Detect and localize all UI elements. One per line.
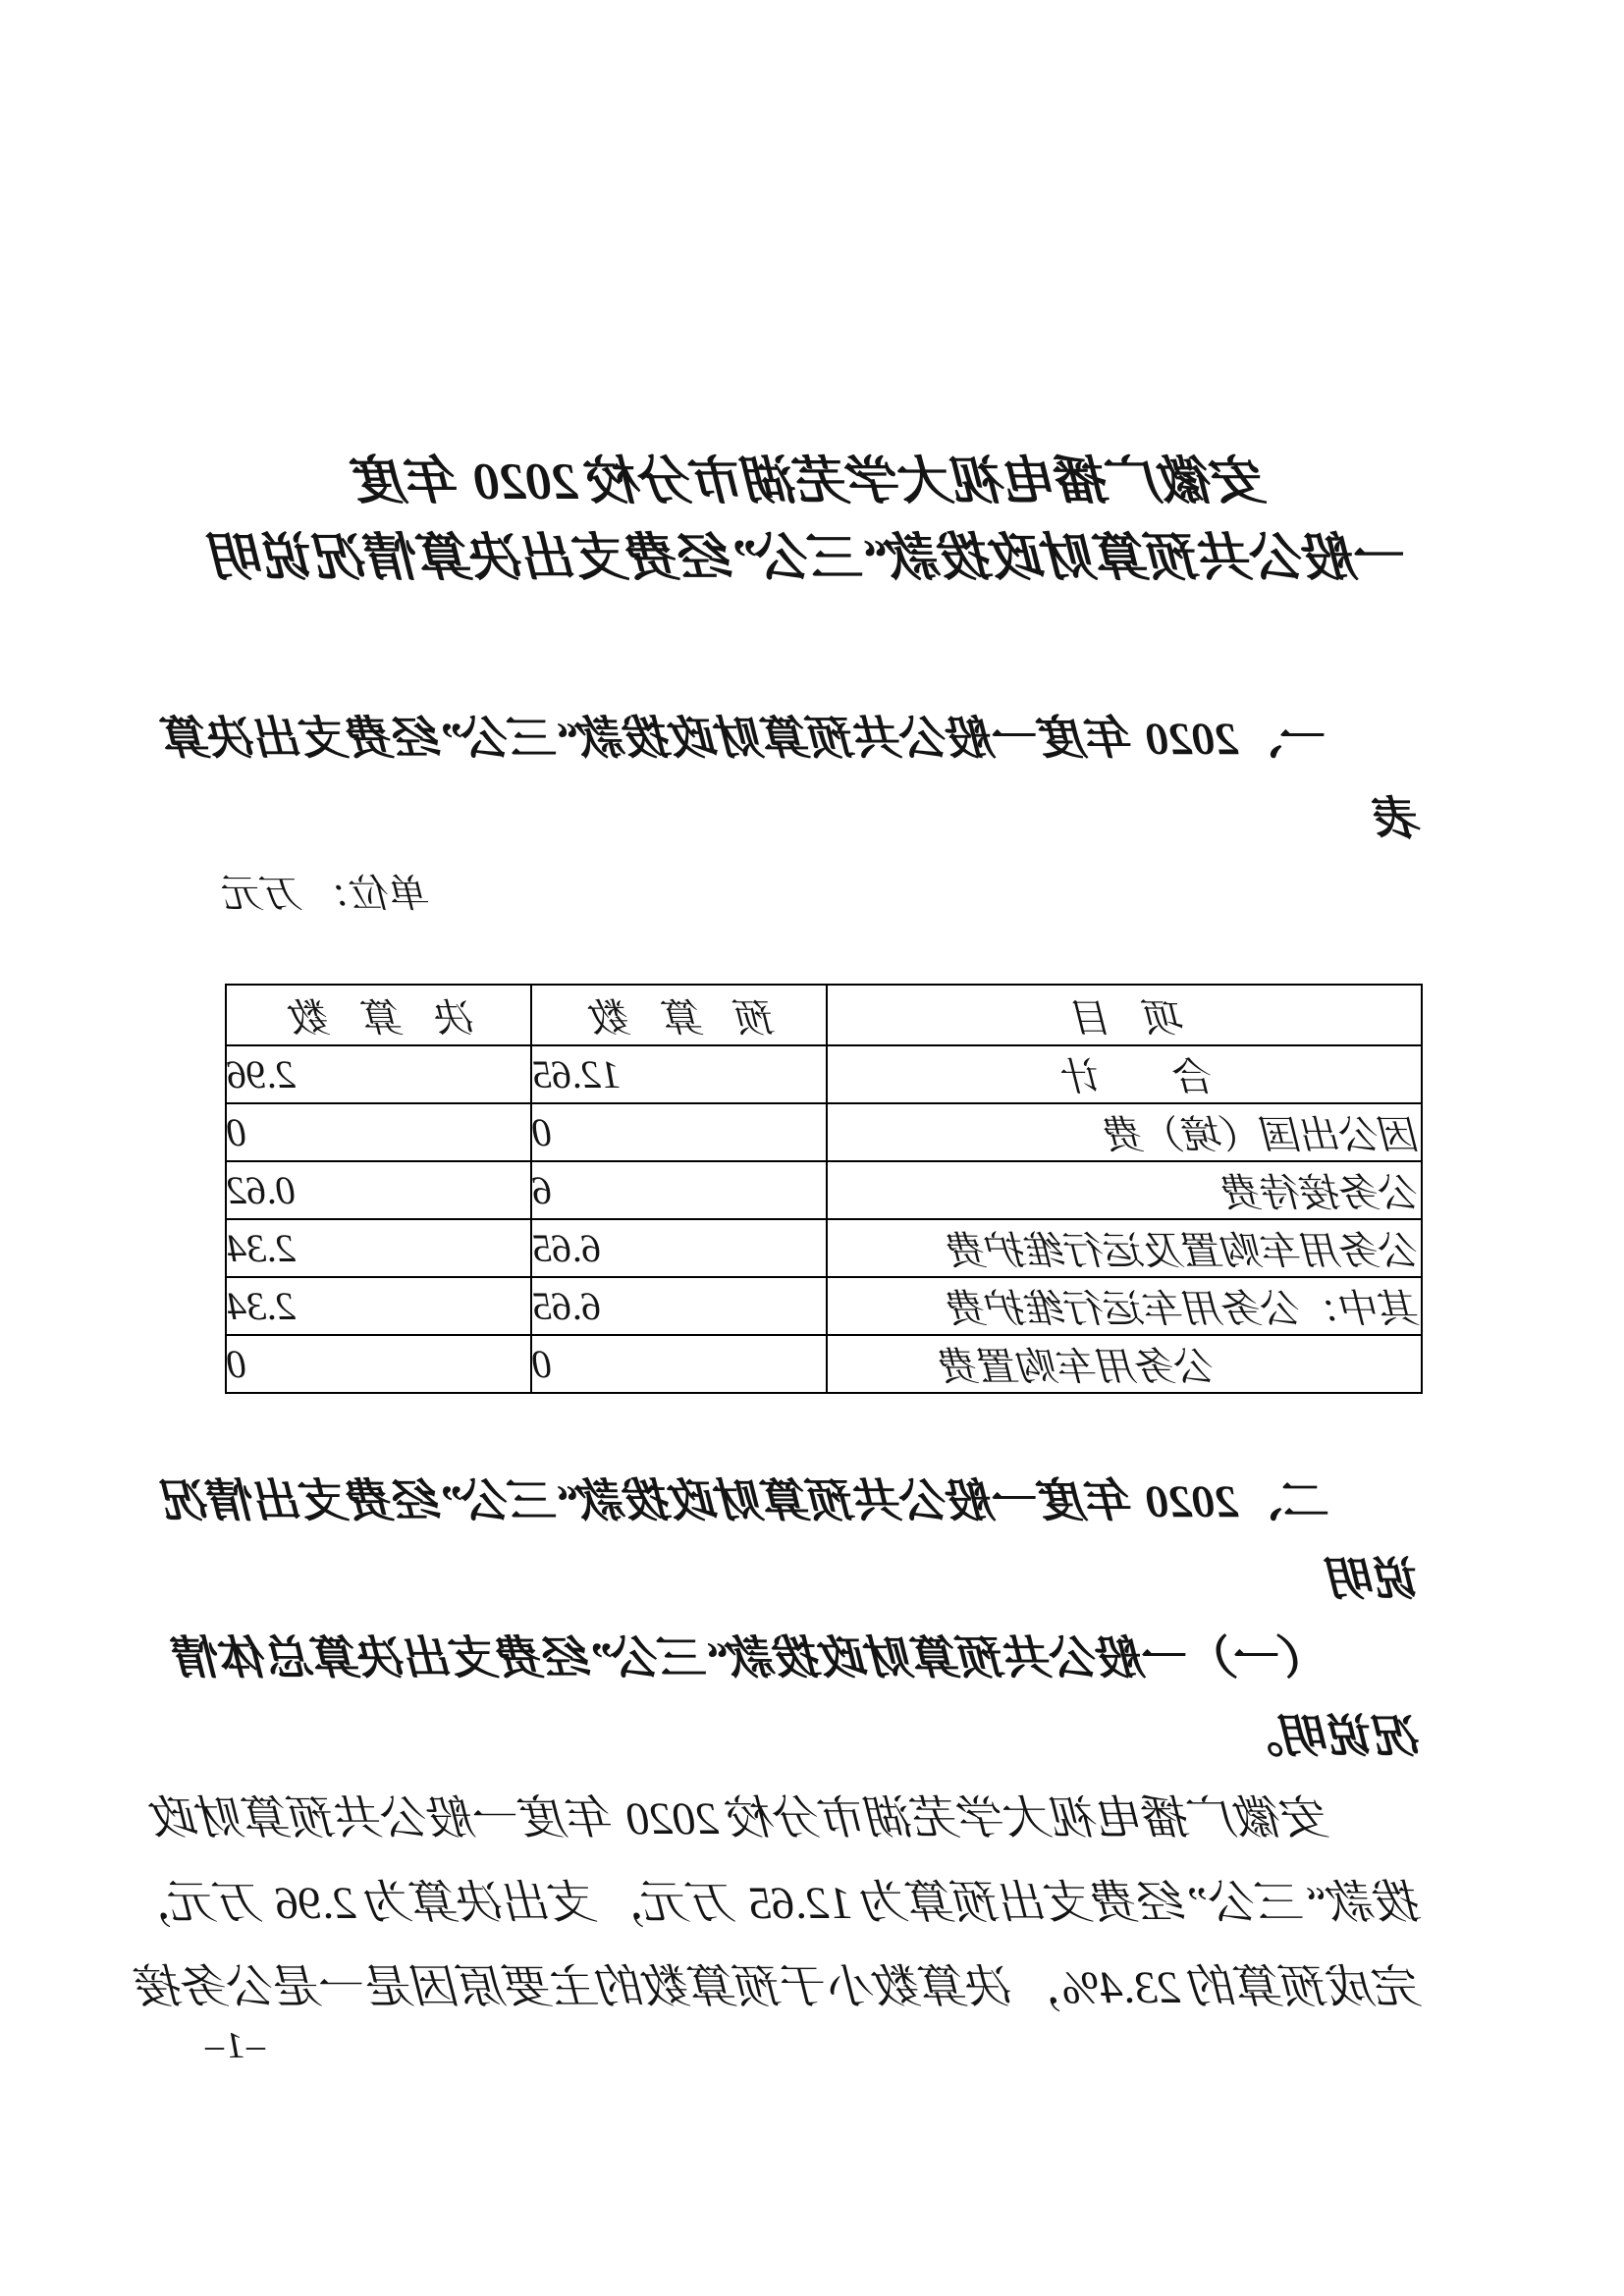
table-cell-budget: 6	[531, 1161, 827, 1219]
document-title-line-1: 安徽广播电视大学芜湖市分校 2020 年度	[356, 454, 1268, 510]
table-cell-budget: 0	[531, 1335, 827, 1393]
section-2-1-subheading-line-2: 况说明。	[1238, 1712, 1423, 1763]
section-2-1-subheading-line-1: （一）一般公共预算财政拨款“三公”经费支出决算总体情	[177, 1633, 1330, 1684]
table-cell-budget: 6.65	[531, 1277, 827, 1335]
table-cell-final: 0.62	[226, 1161, 531, 1219]
table-unit-note: 单位： 万元	[225, 872, 431, 916]
table-cell-budget: 0	[531, 1103, 827, 1161]
section-1-heading	[165, 699, 1423, 860]
table-header-item: 项 目	[827, 985, 1422, 1045]
table-cell-final: 2.34	[226, 1219, 531, 1277]
table-header-row	[226, 985, 1422, 1045]
section-2-1-paragraph	[125, 1777, 1423, 2030]
document-body	[0, 699, 1624, 2030]
table-row-vehicle-total	[226, 1219, 1422, 1277]
paragraph-line-2: 拨款“三公”经费支出预算为 12.65 万元，支出决算为 2.96 万元，	[125, 1878, 1423, 1929]
table-cell-final: 0	[226, 1103, 531, 1161]
table-row-total	[226, 1045, 1422, 1103]
page-number: –1–	[203, 2025, 265, 2066]
table-header-final: 决 算 数	[226, 985, 531, 1045]
three-public-expense-table	[225, 984, 1423, 1394]
section-1-heading-line-1: 一、2020 年度一般公共预算财政拨款“三公”经费支出决算	[165, 714, 1330, 765]
table-header-budget: 预 算 数	[531, 985, 827, 1045]
paragraph-line-1: 安徽广播电视大学芜湖市分校 2020 年度一般公共预算财政	[153, 1793, 1330, 1844]
table-cell-item: 公务用车购置及运行维护费	[827, 1219, 1422, 1277]
section-2-1-subheading	[177, 1620, 1423, 1777]
paragraph-line-3: 完成预算的 23.4%，决算数小于预算数的主要原因是一是公务接	[137, 1962, 1423, 2013]
table-row-vehicle-purchase	[226, 1335, 1422, 1393]
table-row-reception	[226, 1161, 1422, 1219]
table-cell-final: 0	[226, 1335, 531, 1393]
table-row-abroad	[226, 1103, 1422, 1161]
document-title-line-2: 一般公共预算财政拨款“三公”经费支出决算情况说明	[213, 530, 1411, 587]
table-cell-final: 2.96	[226, 1045, 531, 1103]
table-cell-budget: 12.65	[531, 1045, 827, 1103]
table-cell-item: 公务接待费	[827, 1161, 1422, 1219]
section-2-heading-line-2: 说明	[1330, 1555, 1423, 1606]
table-cell-item: 合 计	[827, 1045, 1422, 1103]
section-2-heading-line-1: 二、2020 年度一般公共预算财政拨款“三公”经费支出情况	[165, 1476, 1330, 1527]
table-cell-item: 其中：公务用车运行维护费	[827, 1277, 1422, 1335]
table-cell-item: 公务用车购置费	[827, 1335, 1422, 1393]
document-title	[0, 444, 1624, 597]
table-cell-final: 2.34	[226, 1277, 531, 1335]
table-cell-budget: 6.65	[531, 1219, 827, 1277]
table-cell-item: 因公出国（境）费	[827, 1103, 1422, 1161]
section-2-heading	[165, 1463, 1423, 1620]
table-row-vehicle-operation	[226, 1277, 1422, 1335]
section-1-heading-line-2: 表	[1377, 794, 1423, 845]
